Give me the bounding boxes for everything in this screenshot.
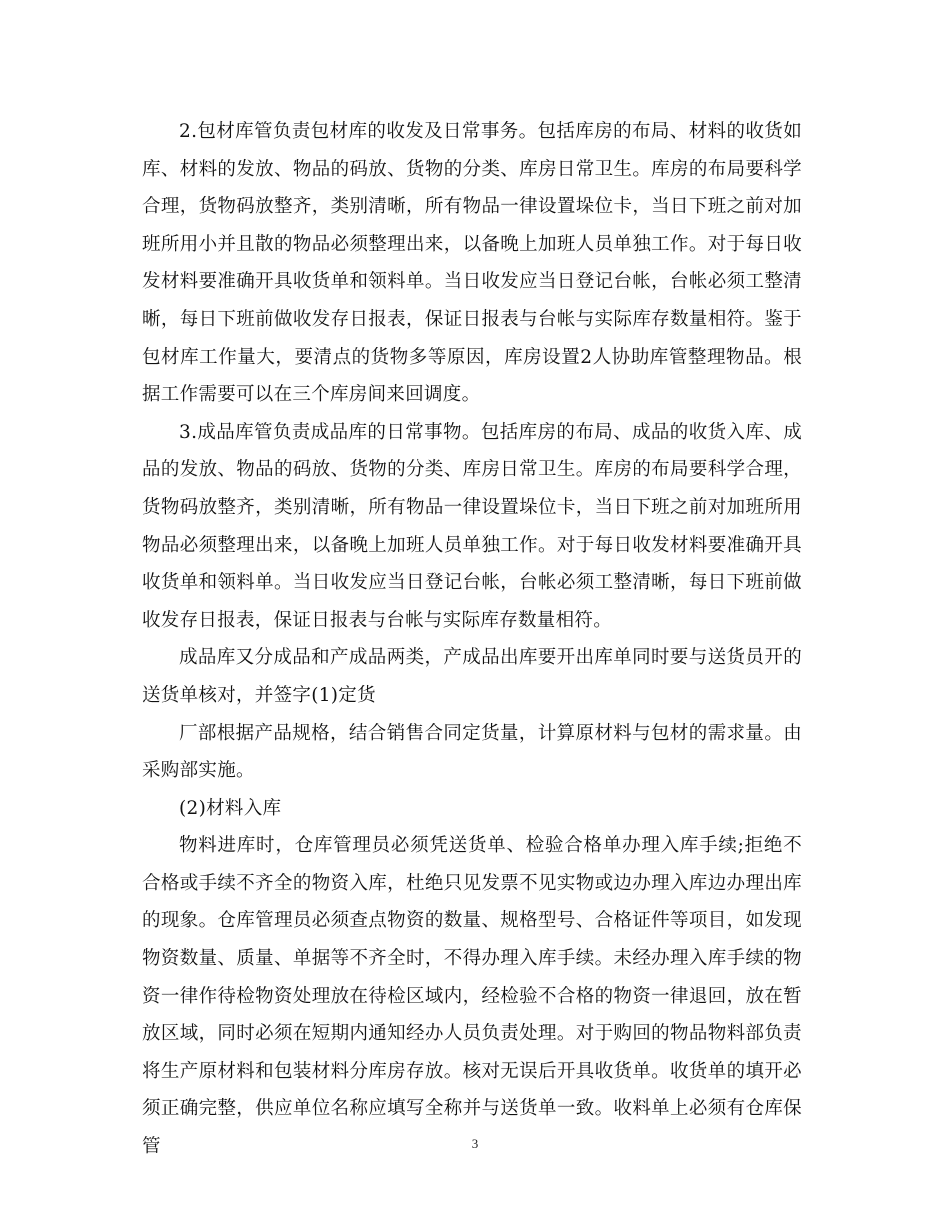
paragraph-material-inbound: 物料进库时，仓库管理员必须凭送货单、检验合格单办理入库手续;拒绝不合格或手续不齐全的物资入库，杜绝只见发票不见实物或边办理入库边办理出库的现象。仓库管理员必须查点物资的数量、规格型号、合格证件等项目，如发现物资数量、质量、单据等不齐全时，不得办理入库手续。未经办理入库手续的物资一律作待检物资处理放在待检区域内，经检验不合格的物资一律退回，放在暂放区域，同时必须在短期内通知经办人员负责处理。对于购回的物品物料部负责将生产原材料和包装材料分库房存放。核对无误后开具收货单。收货单的填开必须正确完整，供应单位名称应填写全称并与送货单一致。收料单上必须有仓库保管 xyxy=(142,835,802,1158)
paragraph-finished-goods-types: 成品库又分成品和产成品两类，产成品出库要开出库单同时要与送货员开的送货单核对，并签字(1)定货 xyxy=(142,647,802,706)
page-number: 3 xyxy=(471,1136,479,1151)
section-heading-material-inbound: (2)材料入库 xyxy=(179,797,282,819)
paragraph-ordering: 厂部根据产品规格，结合销售合同定货量，计算原材料与包材的需求量。由采购部实施。 xyxy=(142,722,802,782)
paragraph-packaging-warehouse: 2.包材库管负责包材库的收发及日常事务。包括库房的布局、材料的收货如库、材料的发放、物品的码放、货物的分类、库房日常卫生。库房的布局要科学合理，货物码放整齐，类别清晰，所有物品一律设置垛位卡，当日下班之前对加班所用小并且散的物品必须整理出来，以备晚上加班人员单独工作。对于每日收发材料要准确开具收货单和领料单。当日收发应当日登记台帐，台帐必须工整清晰，每日下班前做收发存日报表，保证日报表与台帐与实际库存数量相符。鉴于包材库工作量大，要清点的货物多等原因，库房设置2人协助库管整理物品。根据工作需要可以在三个库房间来回调度。 xyxy=(142,121,802,406)
document-body xyxy=(142,113,802,1166)
paragraph-finished-goods-warehouse: 3.成品库管负责成品库的日常事物。包括库房的布局、成品的收货入库、成品的发放、物品的码放、货物的分类、库房日常卫生。库房的布局要科学合理，货物码放整齐，类别清晰，所有物品一律设置垛位卡，当日下班之前对加班所用物品必须整理出来，以备晚上加班人员单独工作。对于每日收发材料要准确开具收货单和领料单。当日收发应当日登记台帐，台帐必须工整清晰，每日下班前做收发存日报表，保证日报表与台帐与实际库存数量相符。 xyxy=(142,421,802,631)
